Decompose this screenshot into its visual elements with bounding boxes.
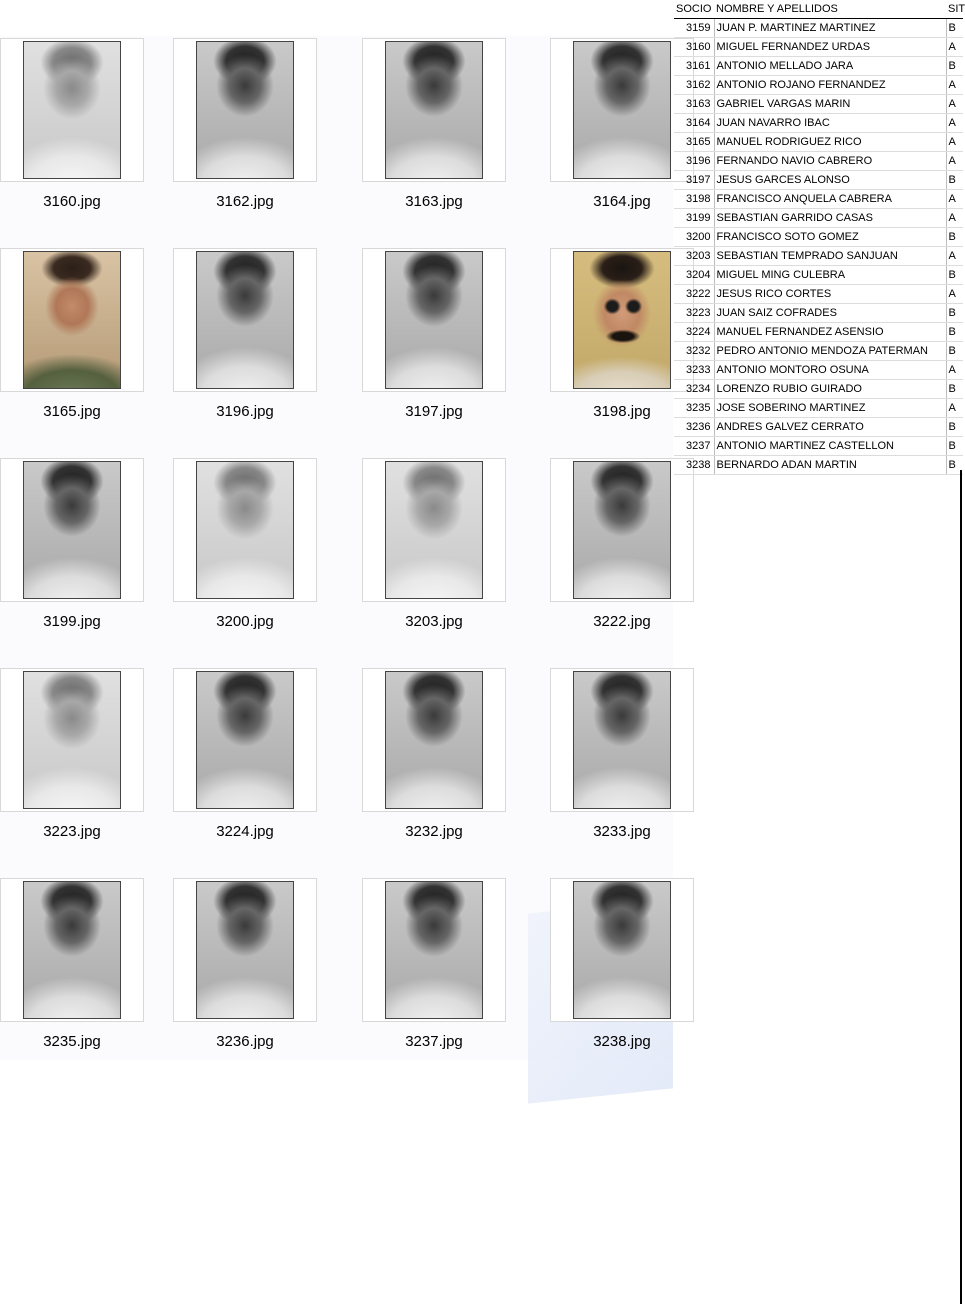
table-row (674, 171, 963, 190)
cell-socio: 3235 (674, 399, 714, 418)
thumbnail-caption[interactable]: 3200.jpg (216, 613, 274, 630)
cell-sit: B (946, 19, 963, 38)
portrait-photo (573, 41, 671, 179)
table-row (674, 342, 963, 361)
cell-nombre: JUAN P. MARTINEZ MARTINEZ (714, 19, 946, 38)
cell-nombre: JUAN NAVARRO IBAC (714, 114, 946, 133)
table-body (674, 19, 963, 475)
table-row (674, 437, 963, 456)
cell-sit: A (946, 285, 963, 304)
thumbnail-caption[interactable]: 3197.jpg (405, 403, 463, 420)
table-row (674, 114, 963, 133)
cell-nombre: SEBASTIAN GARRIDO CASAS (714, 209, 946, 228)
cell-socio: 3199 (674, 209, 714, 228)
column-header-nombre: NOMBRE Y APELLIDOS (714, 0, 946, 19)
thumbnail-item[interactable] (0, 36, 173, 246)
thumbnail-caption[interactable]: 3233.jpg (593, 823, 651, 840)
table-row (674, 380, 963, 399)
table-row (674, 133, 963, 152)
cell-socio: 3196 (674, 152, 714, 171)
thumbnail-frame[interactable] (0, 668, 144, 812)
thumbnail-item[interactable] (156, 876, 346, 1086)
table-row (674, 304, 963, 323)
cell-socio: 3203 (674, 247, 714, 266)
thumbnail-item[interactable] (533, 876, 723, 1086)
thumbnail-item[interactable] (156, 36, 346, 246)
thumbnail-caption[interactable]: 3163.jpg (405, 193, 463, 210)
thumbnail-view (0, 36, 673, 1060)
portrait-photo (23, 881, 121, 1019)
portrait-photo (385, 671, 483, 809)
cell-sit: B (946, 437, 963, 456)
cell-nombre: MANUEL RODRIGUEZ RICO (714, 133, 946, 152)
table-row (674, 95, 963, 114)
portrait-photo (385, 41, 483, 179)
thumbnail-caption[interactable]: 3224.jpg (216, 823, 274, 840)
thumbnail-caption[interactable]: 3236.jpg (216, 1033, 274, 1050)
cell-socio: 3200 (674, 228, 714, 247)
thumbnail-frame[interactable] (173, 248, 317, 392)
cell-nombre: JESUS RICO CORTES (714, 285, 946, 304)
window-edge (960, 470, 962, 1304)
cell-nombre: ANTONIO MELLADO JARA (714, 57, 946, 76)
table-row (674, 323, 963, 342)
thumbnail-frame[interactable] (362, 458, 506, 602)
thumbnail-item[interactable] (533, 456, 723, 666)
cell-socio: 3223 (674, 304, 714, 323)
table-row (674, 57, 963, 76)
portrait-photo (23, 41, 121, 179)
cell-nombre: MIGUEL MING CULEBRA (714, 266, 946, 285)
column-header-sit: SIT (946, 0, 963, 19)
thumbnail-item[interactable] (345, 36, 535, 246)
thumbnail-item[interactable] (0, 456, 173, 666)
thumbnail-caption[interactable]: 3222.jpg (593, 613, 651, 630)
thumbnail-frame[interactable] (550, 668, 694, 812)
table-row (674, 247, 963, 266)
portrait-photo (573, 671, 671, 809)
cell-sit: A (946, 152, 963, 171)
cell-socio: 3161 (674, 57, 714, 76)
cell-nombre: JUAN SAIZ COFRADES (714, 304, 946, 323)
cell-sit: B (946, 342, 963, 361)
thumbnail-item[interactable] (345, 666, 535, 876)
thumbnail-caption[interactable]: 3235.jpg (43, 1033, 101, 1050)
portrait-photo (573, 251, 671, 389)
thumbnail-item[interactable] (345, 876, 535, 1086)
cell-sit: A (946, 361, 963, 380)
thumbnail-item[interactable] (345, 246, 535, 456)
thumbnail-caption[interactable]: 3196.jpg (216, 403, 274, 420)
thumbnail-caption[interactable]: 3238.jpg (593, 1033, 651, 1050)
column-header-socio: SOCIO (674, 0, 714, 19)
thumbnail-frame[interactable] (550, 878, 694, 1022)
cell-socio: 3197 (674, 171, 714, 190)
cell-socio: 3162 (674, 76, 714, 95)
thumbnail-frame[interactable] (173, 458, 317, 602)
thumbnail-caption[interactable]: 3232.jpg (405, 823, 463, 840)
table-row (674, 38, 963, 57)
table-row (674, 76, 963, 95)
cell-socio: 3164 (674, 114, 714, 133)
cell-socio: 3224 (674, 323, 714, 342)
thumbnail-item[interactable] (156, 666, 346, 876)
cell-nombre: MIGUEL FERNANDEZ URDAS (714, 38, 946, 57)
thumbnail-item[interactable] (533, 666, 723, 876)
thumbnail-caption[interactable]: 3237.jpg (405, 1033, 463, 1050)
table-row (674, 399, 963, 418)
thumbnail-item[interactable] (0, 666, 173, 876)
table-row (674, 418, 963, 437)
cell-nombre: SEBASTIAN TEMPRADO SANJUAN (714, 247, 946, 266)
cell-nombre: BERNARDO ADAN MARTIN (714, 456, 946, 475)
cell-sit: B (946, 304, 963, 323)
thumbnail-frame[interactable] (362, 668, 506, 812)
cell-nombre: PEDRO ANTONIO MENDOZA PATERMAN (714, 342, 946, 361)
thumbnail-frame[interactable] (550, 458, 694, 602)
thumbnail-item[interactable] (156, 246, 346, 456)
cell-sit: A (946, 76, 963, 95)
cell-sit: B (946, 266, 963, 285)
thumbnail-caption[interactable]: 3199.jpg (43, 613, 101, 630)
cell-nombre: ANDRES GALVEZ CERRATO (714, 418, 946, 437)
cell-socio: 3222 (674, 285, 714, 304)
cell-sit: A (946, 247, 963, 266)
portrait-photo (385, 251, 483, 389)
thumbnail-frame[interactable] (362, 248, 506, 392)
cell-socio: 3198 (674, 190, 714, 209)
cell-nombre: ANTONIO ROJANO FERNANDEZ (714, 76, 946, 95)
portrait-photo (385, 461, 483, 599)
cell-socio: 3163 (674, 95, 714, 114)
thumbnail-caption[interactable]: 3223.jpg (43, 823, 101, 840)
cell-nombre: JESUS GARCES ALONSO (714, 171, 946, 190)
portrait-photo (23, 671, 121, 809)
thumbnail-frame[interactable] (0, 458, 144, 602)
portrait-photo (23, 461, 121, 599)
portrait-photo (196, 671, 294, 809)
cell-nombre: ANTONIO MARTINEZ CASTELLON (714, 437, 946, 456)
cell-sit: B (946, 57, 963, 76)
thumbnail-caption[interactable]: 3198.jpg (593, 403, 651, 420)
cell-sit: B (946, 456, 963, 475)
table-row (674, 228, 963, 247)
thumbnail-caption[interactable]: 3165.jpg (43, 403, 101, 420)
members-table (674, 0, 963, 475)
cell-nombre: FERNANDO NAVIO CABRERO (714, 152, 946, 171)
portrait-photo (573, 881, 671, 1019)
thumbnail-caption[interactable]: 3203.jpg (405, 613, 463, 630)
cell-sit: A (946, 133, 963, 152)
cell-sit: A (946, 114, 963, 133)
cell-socio: 3204 (674, 266, 714, 285)
portrait-photo (385, 881, 483, 1019)
cell-sit: A (946, 190, 963, 209)
thumbnail-frame[interactable] (550, 38, 694, 182)
cell-nombre: FRANCISCO SOTO GOMEZ (714, 228, 946, 247)
cell-sit: B (946, 228, 963, 247)
thumbnail-frame[interactable] (173, 38, 317, 182)
thumbnail-item[interactable] (0, 246, 173, 456)
thumbnail-frame[interactable] (173, 878, 317, 1022)
cell-sit: A (946, 38, 963, 57)
cell-socio: 3234 (674, 380, 714, 399)
thumbnail-frame[interactable] (550, 248, 694, 392)
table-row (674, 190, 963, 209)
thumbnail-frame[interactable] (173, 668, 317, 812)
cell-sit: B (946, 418, 963, 437)
cell-sit: B (946, 380, 963, 399)
portrait-photo (196, 881, 294, 1019)
cell-nombre: ANTONIO MONTORO OSUNA (714, 361, 946, 380)
table-row (674, 456, 963, 475)
portrait-photo (196, 41, 294, 179)
cell-socio: 3233 (674, 361, 714, 380)
thumbnail-frame[interactable] (0, 248, 144, 392)
thumbnail-item[interactable] (0, 876, 173, 1086)
cell-socio: 3165 (674, 133, 714, 152)
thumbnail-caption[interactable]: 3162.jpg (216, 193, 274, 210)
thumbnail-item[interactable] (156, 456, 346, 666)
thumbnail-caption[interactable]: 3164.jpg (593, 193, 651, 210)
table-row (674, 152, 963, 171)
cell-socio: 3160 (674, 38, 714, 57)
thumbnail-frame[interactable] (362, 38, 506, 182)
thumbnail-frame[interactable] (0, 878, 144, 1022)
thumbnail-caption[interactable]: 3160.jpg (43, 193, 101, 210)
cell-sit: B (946, 323, 963, 342)
portrait-photo (23, 251, 121, 389)
portrait-photo (196, 461, 294, 599)
table-header-row (674, 0, 963, 19)
cell-sit: A (946, 95, 963, 114)
cell-nombre: LORENZO RUBIO GUIRADO (714, 380, 946, 399)
thumbnail-item[interactable] (345, 456, 535, 666)
table-row (674, 361, 963, 380)
table-row (674, 19, 963, 38)
thumbnail-frame[interactable] (362, 878, 506, 1022)
cell-sit: A (946, 209, 963, 228)
thumbnail-frame[interactable] (0, 38, 144, 182)
cell-socio: 3238 (674, 456, 714, 475)
table-row (674, 285, 963, 304)
table-row (674, 209, 963, 228)
cell-socio: 3237 (674, 437, 714, 456)
cell-nombre: GABRIEL VARGAS MARIN (714, 95, 946, 114)
table-row (674, 266, 963, 285)
cell-sit: B (946, 171, 963, 190)
cell-nombre: FRANCISCO ANQUELA CABRERA (714, 190, 946, 209)
cell-sit: A (946, 399, 963, 418)
portrait-photo (196, 251, 294, 389)
portrait-photo (573, 461, 671, 599)
cell-socio: 3232 (674, 342, 714, 361)
cell-socio: 3159 (674, 19, 714, 38)
cell-nombre: JOSE SOBERINO MARTINEZ (714, 399, 946, 418)
cell-socio: 3236 (674, 418, 714, 437)
cell-nombre: MANUEL FERNANDEZ ASENSIO (714, 323, 946, 342)
